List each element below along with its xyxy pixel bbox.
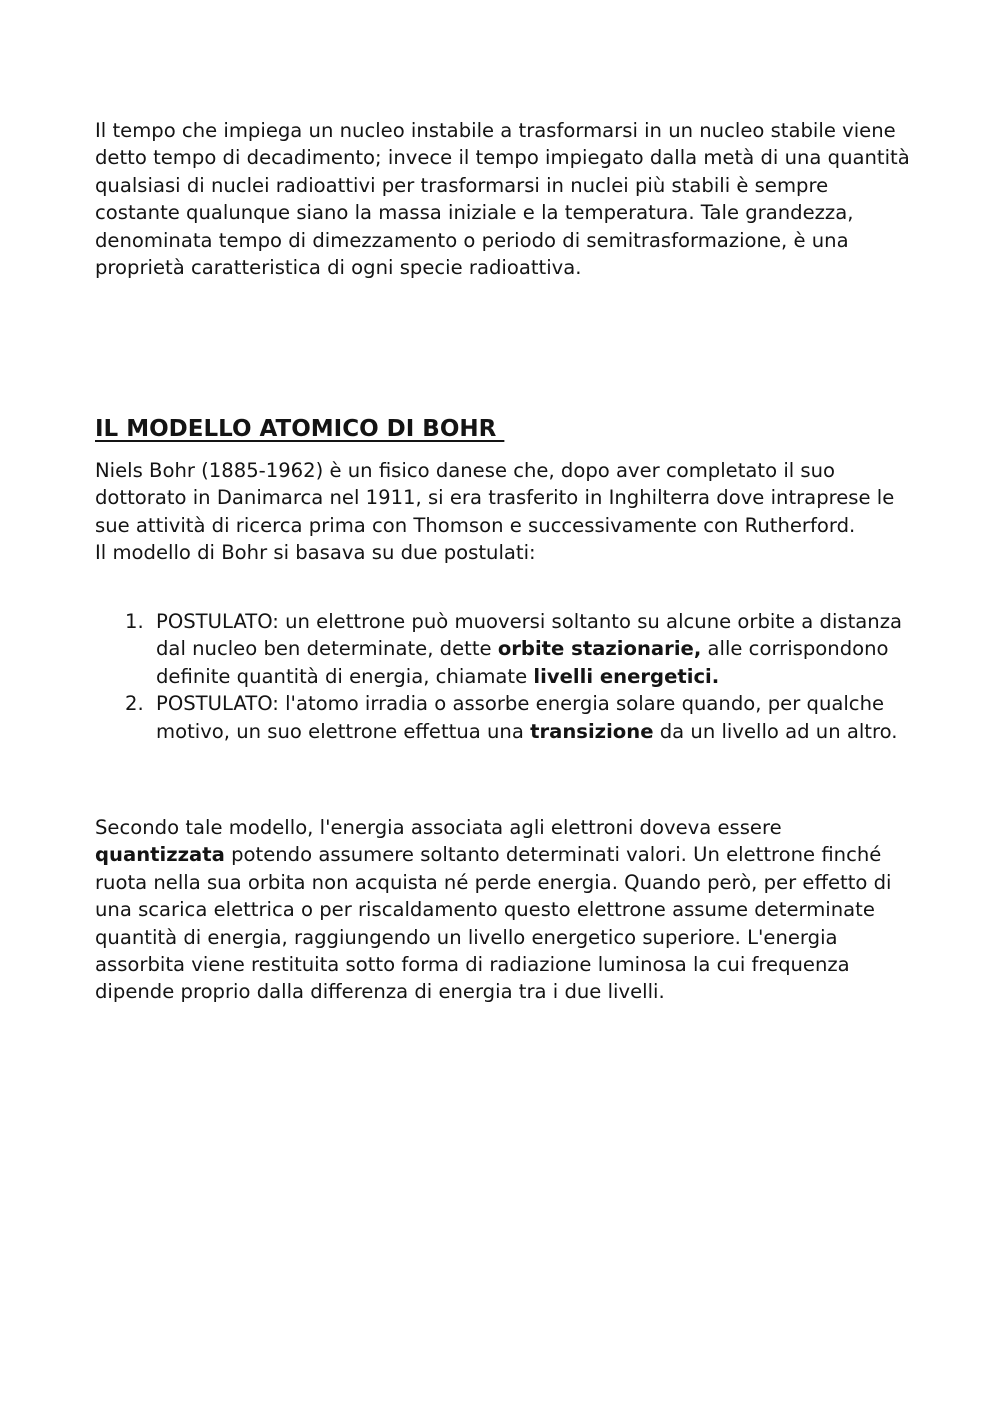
closing-text: potendo assumere soltanto determinati valori. Un elettrone finché ruota nella sua orbita non acquista né perde energia. Quando però, per effetto di una scarica elettrica o per riscaldamento questo elettrone assume determinate quantità di energia, raggiungendo un livello energetico superiore. L'energia assorbita viene restituita sotto forma di radiazione luminosa la cui frequenza dipende proprio dalla differenza di energia tra i due livelli. — [95, 843, 892, 1004]
postulate-text: POSTULATO: un elettrone può muoversi soltanto su alcune orbite a distanza dal nucleo ben determinate, dette — [156, 610, 903, 661]
postulate-text: POSTULATO: l'atomo irradia o assorbe energia solare quando, per qualche motivo, un suo elettrone effettua una — [156, 692, 885, 743]
list-item-number: 2. — [125, 692, 144, 716]
postulates-intro-text: Il modello di Bohr si basava su due postulati: — [95, 541, 536, 565]
postulate-bold-term: transizione — [530, 719, 654, 743]
postulates-list — [95, 608, 915, 745]
list-item — [95, 690, 915, 745]
list-item-number: 1. — [125, 610, 144, 633]
closing-text: Secondo tale modello, l'energia associata agli elettroni doveva essere — [95, 816, 782, 839]
postulate-bold-term: orbite stazionarie, — [497, 637, 702, 661]
postulate-text: alle corrispondono definite quantità di energia, chiamate — [156, 637, 889, 688]
closing-bold-term: quantizzata — [95, 843, 225, 867]
closing-paragraph — [95, 814, 915, 1006]
bohr-bio-paragraph — [95, 457, 915, 567]
list-item — [95, 608, 915, 690]
intro-paragraph: Il tempo che impiega un nucleo instabile a trasformarsi in un nucleo stabile viene detto tempo di decadimento; invece il tempo impiegato dalla metà di una quantità qualsiasi di nuclei radioattivi per trasformarsi in nuclei più stabili è sempre costante qualunque siano la massa iniziale e la temperatura. Tale grandezza, denominata tempo di dimezzamento o periodo di semitrasformazione, è una proprietà caratteristica di ogni specie radioattiva. — [95, 119, 910, 280]
bohr-bio-text: Niels Bohr (1885-1962) è un fisico danese che, dopo aver completato il suo dottorato in Danimarca nel 1911, si era trasferito in Inghilterra dove intraprese le sue attività di ricerca prima con Thomson e successivamente con Rutherford. — [95, 459, 895, 537]
section-heading: IL MODELLO ATOMICO DI BOHR — [95, 416, 505, 442]
postulate-text: da un livello ad un altro. — [653, 719, 898, 743]
postulate-bold-term: livelli energetici. — [533, 664, 720, 688]
